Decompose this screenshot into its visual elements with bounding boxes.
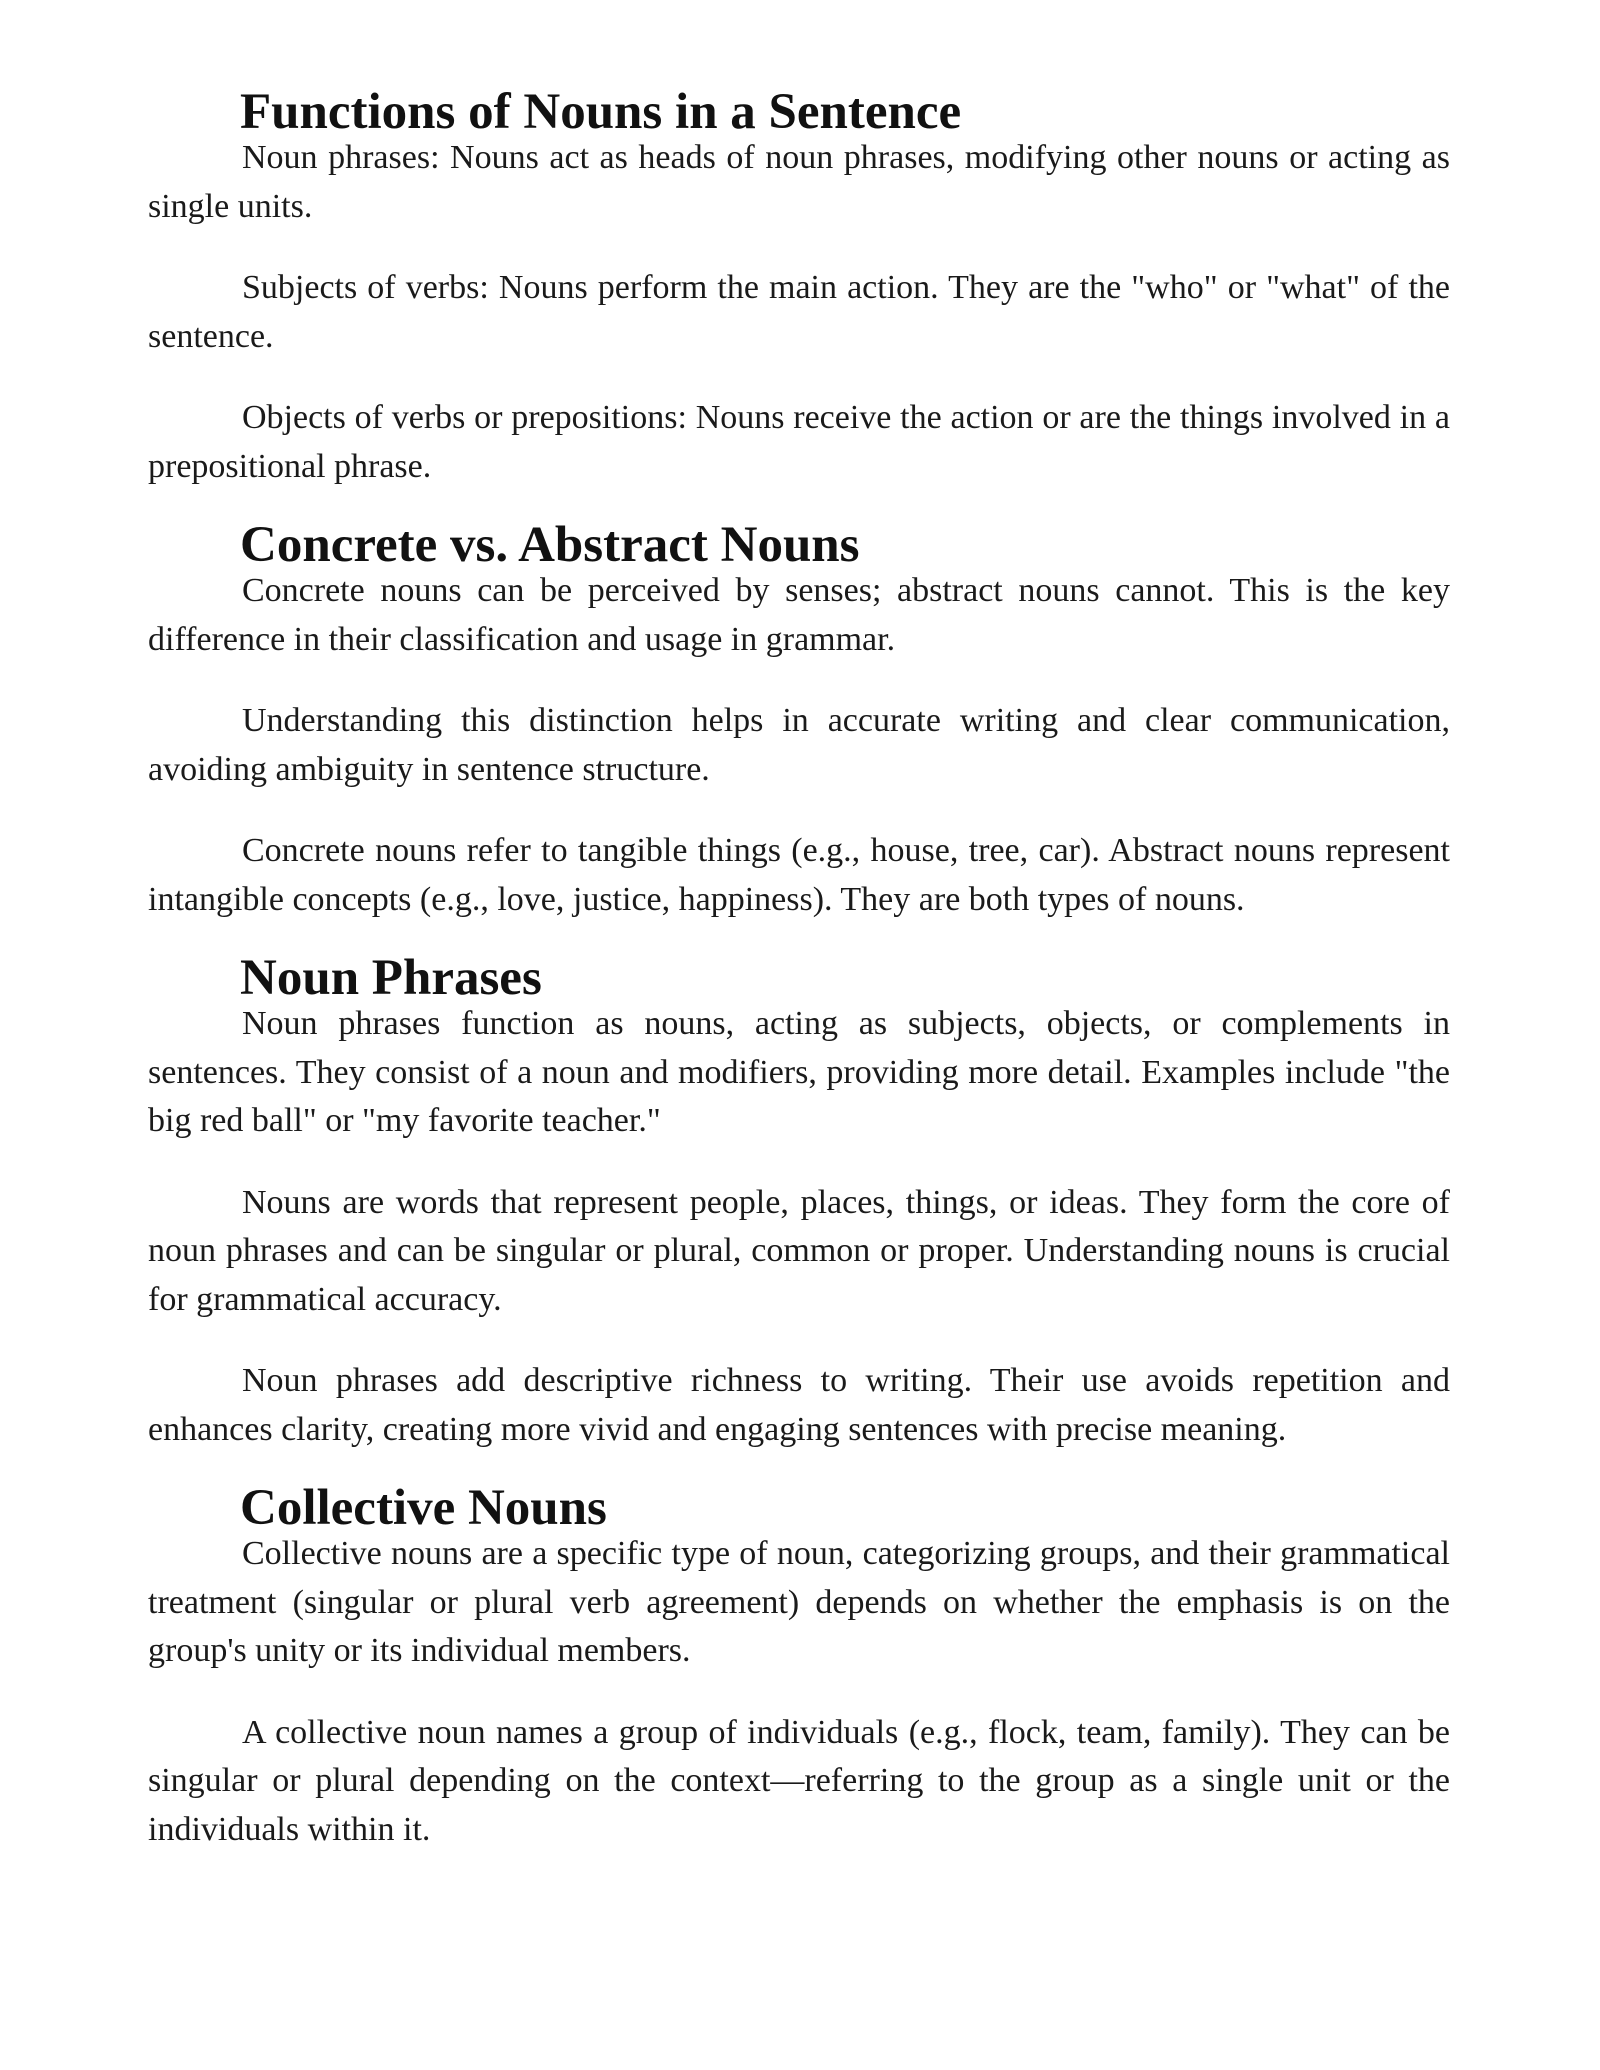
section-heading: Noun Phrases	[240, 950, 542, 1006]
paragraph: Subjects of verbs: Nouns perform the main action. They are the "who" or "what" of the sentence.	[148, 269, 1450, 355]
section-heading: Concrete vs. Abstract Nouns	[240, 517, 860, 573]
paragraph: Nouns are words that represent people, places, things, or ideas. They form the core of noun phrases and can be singular or plural, common or proper. Understanding nouns is crucial for grammatical accuracy.	[148, 1183, 1450, 1318]
paragraph: Noun phrases add descriptive richness to writing. Their use avoids repetition and enhances clarity, creating more vivid and engaging sentences with precise meaning.	[148, 1362, 1450, 1448]
paragraph: Noun phrases function as nouns, acting as subjects, objects, or complements in sentences. They consist of a noun and modifiers, providing more detail. Examples include "the big red ball" or "my favorite teacher."	[148, 1005, 1450, 1139]
paragraph: A collective noun names a group of individuals (e.g., flock, team, family). They can be singular or plural depending on the context—referring to the group as a single unit or the individuals within it.	[148, 1713, 1450, 1848]
section-functions-of-nouns	[148, 84, 1450, 491]
paragraph: Objects of verbs or prepositions: Nouns receive the action or are the things involved in a prepositional phrase.	[148, 399, 1450, 485]
paragraph: Collective nouns are a specific type of noun, categorizing groups, and their grammatical treatment (singular or plural verb agreement) depends on whether the emphasis is on the group's unity or its individual members.	[148, 1535, 1450, 1669]
section-heading: Functions of Nouns in a Sentence	[240, 84, 962, 140]
paragraph: Noun phrases: Nouns act as heads of noun phrases, modifying other nouns or acting as single units.	[148, 139, 1450, 225]
paragraph: Concrete nouns can be perceived by senses; abstract nouns cannot. This is the key difference in their classification and usage in grammar.	[148, 572, 1450, 658]
section-heading: Collective Nouns	[240, 1480, 607, 1536]
paragraph: Understanding this distinction helps in accurate writing and clear communication, avoiding ambiguity in sentence structure.	[148, 702, 1450, 788]
section-collective-nouns	[148, 1480, 1450, 1854]
document-page	[148, 84, 1450, 1886]
section-concrete-vs-abstract	[148, 517, 1450, 924]
paragraph: Concrete nouns refer to tangible things (e.g., house, tree, car). Abstract nouns represent intangible concepts (e.g., love, justice, happiness). They are both types of nouns.	[148, 832, 1450, 918]
section-noun-phrases	[148, 950, 1450, 1454]
